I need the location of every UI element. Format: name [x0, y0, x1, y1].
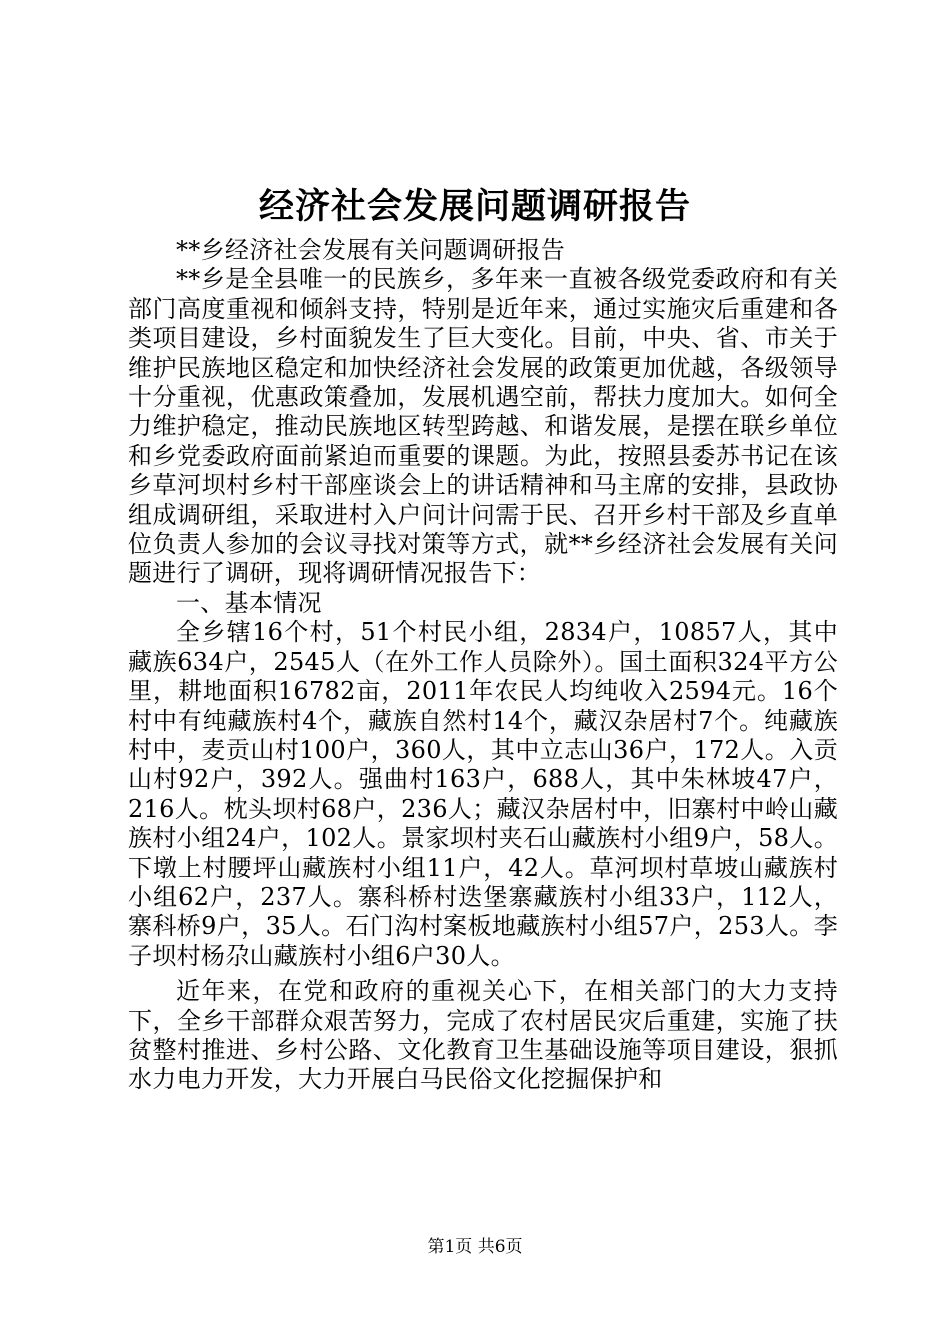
document-title: 经济社会发展问题调研报告 [258, 186, 691, 227]
report-subtitle: **乡经济社会发展有关问题调研报告 [176, 236, 566, 264]
page-number-footer: 第1页 共6页 [427, 1237, 523, 1257]
paragraph-intro: **乡是全县唯一的民族乡，多年来一直被各级党委政府和有关部门高度重视和倾斜支持，特别是近年来，通过实施灾后重建和各类项目建设，乡村面貌发生了巨大变化。目前，中央、省、市关于维护民族地区稳定和加快经济社会发展的政策更加优越，各级领导十分重视，优惠政策叠加，发展机遇空前，帮扶力度加大。如何全力维护稳定，推动民族地区转型跨越、和谐发展，是摆在联乡单位和乡党委政府面前紧迫而重要的课题。为此，按照县委苏书记在该乡草河坝村乡村干部座谈会上的讲话精神和马主席的安排，县政协组成调研组，采取进村入户问计问需于民、召开乡村干部及乡直单位负责人参加的会议寻找对策等方式，就**乡经济社会发展有关问题进行了调研，现将调研情况报告下： [128, 265, 838, 588]
paragraph-basic-situation: 全乡辖16个村，51个村民小组，2834户，10857人，其中藏族634户，2545人（在外工作人员除外）。国土面积324平方公里，耕地面积16782亩，2011年农民人均纯收入2594元。16个村中有纯藏族村4个，藏族自然村14个，藏汉杂居村7个。纯藏族村中，麦贡山村100户，360人，其中立志山36户，172人。入贡山村92户，392人。强曲村163户，688人，其中朱林坡47户，216人。枕头坝村68户，236人；藏汉杂居村中，旧寨村中岭山藏族村小组24户，102人。景家坝村夹石山藏族村小组9户，58人。下墩上村腰坪山藏族村小组11户，42人。草河坝村草坡山藏族村小组62户，237人。寨科桥村迭堡寨藏族村小组33户，112人，寨科桥9户，35人。石门沟村案板地藏族村小组57户，253人。李子坝村杨尕山藏族村小组6户30人。 [128, 618, 838, 970]
section-heading-basic-situation: 一、基本情况 [176, 588, 322, 617]
document-body [128, 236, 838, 1095]
paragraph-recent-years: 近年来，在党和政府的重视关心下，在相关部门的大力支持下，全乡干部群众艰苦努力，完成了农村居民灾后重建，实施了扶贫整村推进、乡村公路、文化教育卫生基础设施等项目建设，狠抓水力电力开发，大力开展白马民俗文化挖掘保护和 [128, 977, 838, 1094]
